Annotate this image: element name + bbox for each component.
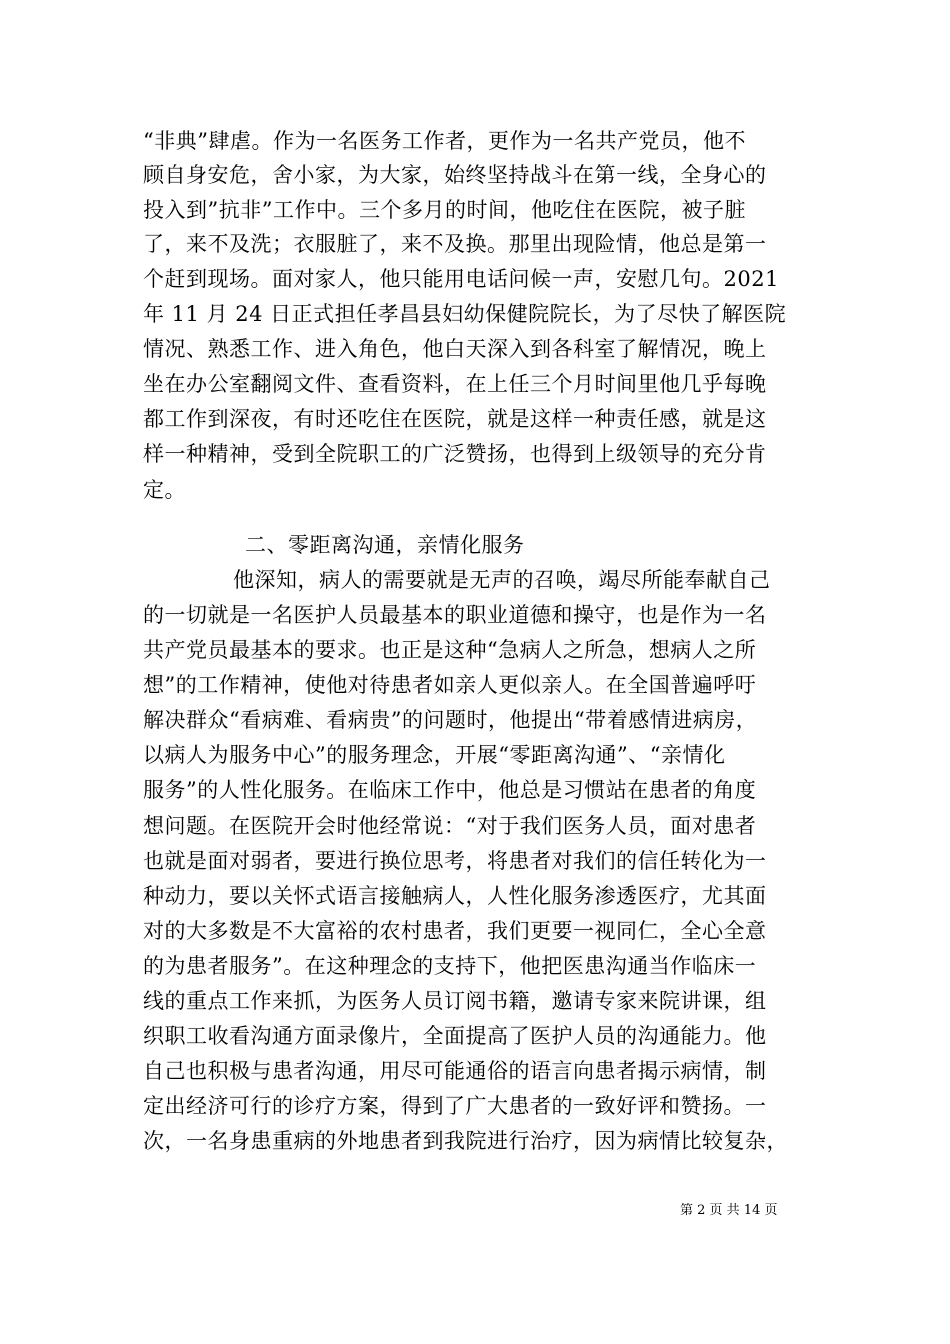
body-line: 对的大多数是不大富裕的农村患者，我们更要一视同仁，全心全意 bbox=[143, 919, 767, 943]
body-line: 想问题。在医院开会时他经常说：“对于我们医务人员，面对患者 bbox=[143, 814, 757, 838]
body-line: 解决群众“看病难、看病贵”的问题时，他提出“带着感情进病房， bbox=[143, 708, 758, 732]
body-line: 情况、熟悉工作、进入角色，他白天深入到各科室了解情况，晚上 bbox=[143, 337, 767, 361]
body-line: 种动力，要以关怀式语言接触病人，人性化服务渗透医疗，尤其面 bbox=[143, 884, 767, 908]
body-line: 次，一名身患重病的外地患者到我院进行治疗，因为病情比较复杂， bbox=[143, 1129, 788, 1153]
body-line: 的为患者服务”。在这种理念的支持下，他把医患沟通当作临床一 bbox=[143, 954, 757, 978]
section-heading: 二、零距离沟通，亲情化服务 bbox=[245, 533, 525, 557]
body-line: 也就是面对弱者，要进行换位思考，将患者对我们的信任转化为一 bbox=[143, 849, 767, 873]
body-line: 年 11 月 24 日正式担任孝昌县妇幼保健院院长，为了尽快了解医院 bbox=[143, 302, 787, 326]
body-line: 坐在办公室翻阅文件、查看资料，在上任三个月时间里他几乎每晚 bbox=[143, 372, 767, 396]
body-line: 样一种精神，受到全院职工的广泛赞扬，也得到上级领导的充分肯 bbox=[143, 442, 767, 466]
body-line: 自己也积极与患者沟通，用尽可能通俗的语言向患者揭示病情，制 bbox=[143, 1059, 767, 1083]
body-line: 的一切就是一名医护人员最基本的职业道德和操守，也是作为一名 bbox=[143, 603, 767, 627]
body-line: 织职工收看沟通方面录像片，全面提高了医护人员的沟通能力。他 bbox=[143, 1024, 767, 1048]
paragraph-first-line: 他深知，病人的需要就是无声的召唤，竭尽所能奉献自己 bbox=[233, 568, 771, 592]
body-line: 了，来不及洗；衣服脏了，来不及换。那里出现险情，他总是第一 bbox=[143, 232, 767, 256]
body-line: “非典”肆虐。作为一名医务工作者，更作为一名共产党员，他不 bbox=[143, 129, 746, 153]
body-line: 个赶到现场。面对家人，他只能用电话问候一声，安慰几句。2021 bbox=[143, 267, 779, 291]
body-line: 线的重点工作来抓，为医务人员订阅书籍，邀请专家来院讲课，组 bbox=[143, 989, 767, 1013]
body-line: 想”的工作精神，使他对待患者如亲人更似亲人。在全国普遍呼吁 bbox=[143, 673, 757, 697]
body-line: 共产党员最基本的要求。也正是这种“急病人之所急，想病人之所 bbox=[143, 638, 757, 662]
body-line: 以病人为服务中心”的服务理念，开展“零距离沟通”、“亲情化 bbox=[143, 743, 726, 767]
body-line: 定。 bbox=[143, 478, 186, 502]
body-line: 顾自身安危，舍小家，为大家，始终坚持战斗在第一线，全身心的 bbox=[143, 163, 767, 187]
body-line: 都工作到深夜，有时还吃住在医院，就是这样一种责任感，就是这 bbox=[143, 407, 767, 431]
body-line: 定出经济可行的诊疗方案，得到了广大患者的一致好评和赞扬。一 bbox=[143, 1094, 767, 1118]
page-number-footer: 第 2 页 共 14 页 bbox=[680, 1203, 778, 1218]
body-line: 服务”的人性化服务。在临床工作中，他总是习惯站在患者的角度 bbox=[143, 778, 757, 802]
body-line: 投入到”抗非”工作中。三个多月的时间，他吃住在医院，被子脏 bbox=[143, 198, 746, 222]
